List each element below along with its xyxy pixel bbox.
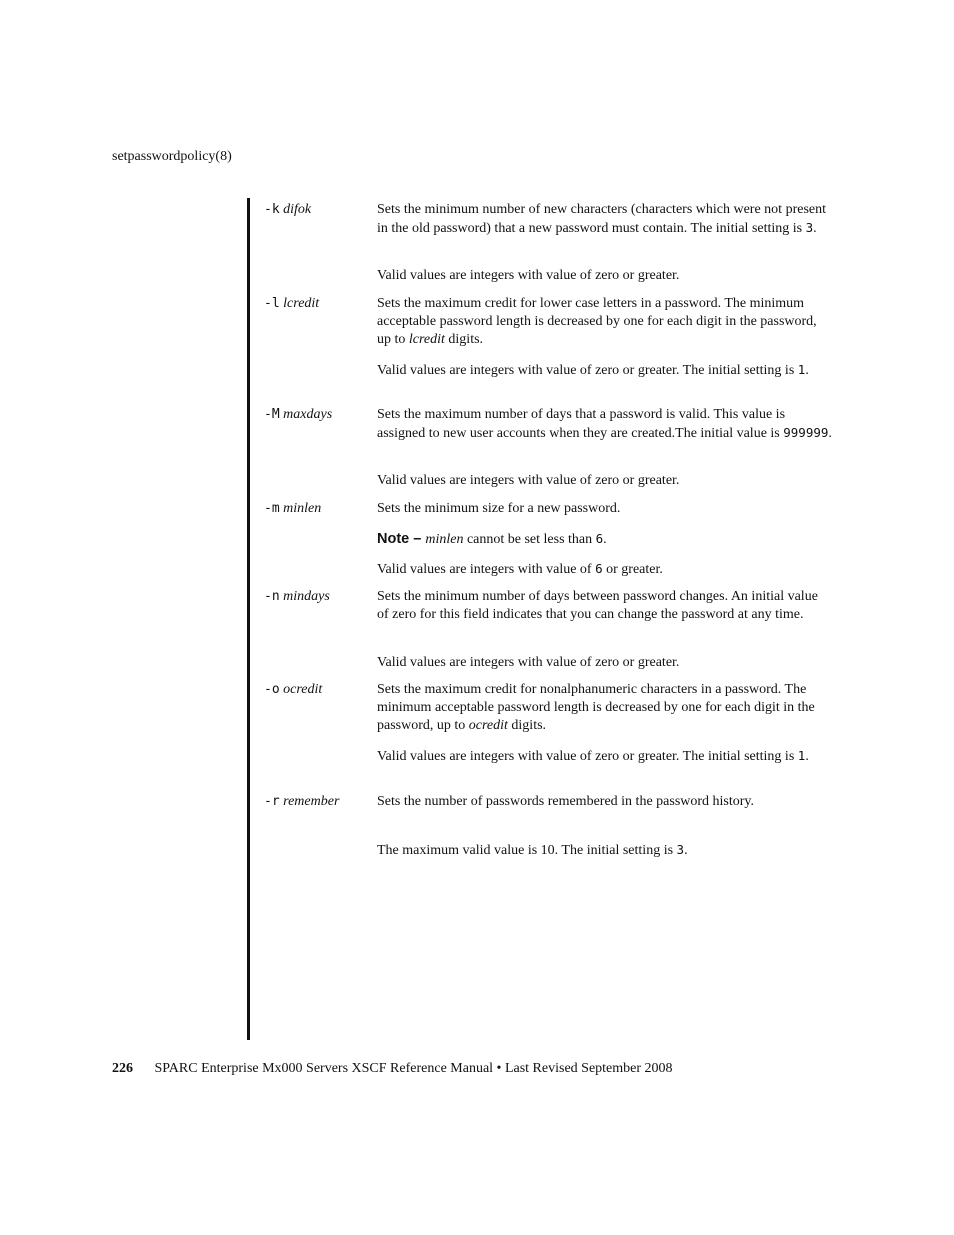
text-run: Valid values are integers with value of zero or greater. The initial setting is — [377, 749, 798, 764]
text-run: Valid values are integers with value of zero or greater. — [377, 473, 680, 488]
text-run: The maximum valid value is 10. The initial setting is — [377, 843, 677, 858]
option-description — [377, 841, 833, 860]
text-run: 3 — [676, 842, 685, 857]
option-description — [377, 361, 833, 380]
text-run: digits. — [507, 718, 547, 733]
text-run: . — [813, 221, 817, 236]
option-flag: -l — [264, 296, 280, 311]
text-run: 999999 — [783, 425, 829, 440]
note-label: Note – — [377, 531, 426, 547]
text-run: 6 — [595, 531, 604, 546]
option-term — [264, 201, 311, 219]
text-run: . — [603, 532, 607, 547]
text-run: 3 — [805, 220, 814, 235]
option-description — [377, 406, 833, 443]
option-description — [377, 530, 833, 549]
margin-change-bar — [247, 198, 250, 1040]
text-run: minlen — [425, 532, 464, 547]
option-argument: minlen — [283, 501, 322, 516]
text-run: 6 — [595, 561, 603, 576]
text-run: Valid values are integers with value of zero or greater. — [377, 655, 680, 670]
text-run: 1 — [797, 362, 806, 377]
option-description — [377, 201, 833, 238]
text-run: or greater. — [602, 562, 663, 577]
option-argument: lcredit — [283, 296, 320, 311]
option-term — [264, 793, 339, 811]
option-description — [377, 588, 833, 624]
text-run: ocredit — [468, 718, 508, 733]
option-flag: -n — [264, 589, 280, 604]
text-run: Sets the minimum number of new characters (characters which were not present in the old password) that a new password must contain. The initial setting is — [377, 202, 830, 236]
text-run: . — [828, 426, 832, 441]
option-term — [264, 295, 319, 313]
option-flag: -M — [264, 407, 280, 422]
option-description — [377, 560, 833, 579]
page-footer — [112, 1061, 673, 1077]
option-description — [377, 472, 833, 490]
text-run: 1 — [797, 748, 806, 763]
page-number: 226 — [112, 1061, 133, 1076]
option-argument: maxdays — [283, 407, 333, 422]
text-run: Valid values are integers with value of zero or greater. The initial setting is — [377, 363, 798, 378]
footer-text: SPARC Enterprise Mx000 Servers XSCF Reference Manual • Last Revised September 2008 — [154, 1061, 673, 1076]
option-description — [377, 267, 833, 285]
text-run: Sets the maximum credit for lower case letters in a password. The minimum acceptable password length is decreased by one for each digit in the password, up to — [377, 296, 821, 347]
text-run: Sets the maximum number of days that a password is valid. This value is assigned to new user accounts when they are created.The initial value is — [377, 407, 789, 441]
option-description — [377, 747, 833, 766]
option-flag: -r — [264, 794, 280, 809]
option-argument: remember — [283, 794, 340, 809]
text-run: digits. — [444, 332, 484, 347]
text-run: . — [684, 843, 688, 858]
text-run: Sets the minimum number of days between password changes. An initial value of zero for this field indicates that you can change the password at any time. — [377, 589, 822, 622]
text-run: Sets the number of passwords remembered in the password history. — [377, 794, 755, 809]
text-run: . — [805, 749, 809, 764]
text-run: Valid values are integers with value of — [377, 562, 596, 577]
text-run: cannot be set less than — [463, 532, 596, 547]
option-argument: mindays — [283, 589, 330, 604]
text-run: lcredit — [408, 332, 445, 347]
option-term — [264, 681, 322, 699]
option-description — [377, 681, 833, 735]
text-run: Valid values are integers with value of zero or greater. — [377, 268, 680, 283]
option-argument: ocredit — [283, 682, 323, 697]
option-flag: -m — [264, 501, 280, 516]
text-run: Sets the minimum size for a new password. — [377, 501, 621, 516]
option-description — [377, 295, 833, 349]
running-header: setpasswordpolicy(8) — [112, 149, 232, 164]
option-argument: difok — [283, 202, 312, 217]
option-flag: -k — [264, 202, 280, 217]
option-flag: -o — [264, 682, 280, 697]
option-description — [377, 654, 833, 672]
text-run: . — [805, 363, 809, 378]
text-run: Sets the maximum credit for nonalphanumeric characters in a password. The minimum acceptable password length is decreased by one for each digit in the password, up to — [377, 682, 819, 733]
option-term — [264, 588, 330, 606]
option-description — [377, 793, 833, 811]
option-term — [264, 500, 321, 518]
option-description — [377, 500, 833, 518]
option-term — [264, 406, 332, 424]
